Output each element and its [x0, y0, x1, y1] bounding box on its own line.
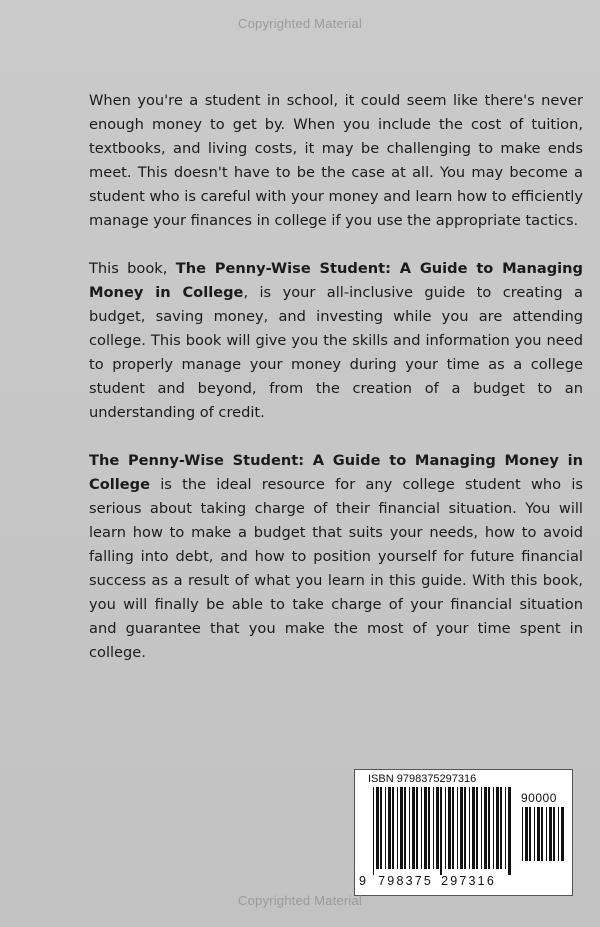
barcode-bar [476, 787, 478, 869]
paragraph [89, 257, 583, 425]
barcode-digit-prefix: 9 [359, 874, 369, 888]
barcode-bar [500, 787, 502, 869]
watermark-bottom: Copyrighted Material [238, 893, 362, 908]
barcode-bar [452, 787, 454, 869]
barcode-digits [359, 874, 496, 888]
barcode-bar [424, 787, 427, 869]
barcode-bar [380, 787, 382, 869]
barcode-bar [549, 807, 552, 861]
paragraph-text: When you're a student in school, it could seem like there's never enough money to get by. When you include the cost of tuition, textbooks, and living costs, it may be challenging to make ends meet. This doesn't have to be the case at all. You may become a student who is careful with your money and learn how to efficiently manage your finances in college if you use the appropriate tactics. [89, 92, 583, 229]
book-title-bold: The Penny-Wise Student: A Guide to Managing Money in College [89, 260, 584, 301]
barcode-bar [373, 787, 374, 875]
barcode-bar [558, 807, 559, 861]
barcode-bar [436, 787, 439, 869]
barcode-bar [561, 807, 564, 861]
barcode-bar [546, 807, 547, 861]
barcode-digits-right: 297316 [441, 874, 496, 888]
barcode-bar [541, 807, 543, 861]
barcode-bar [484, 787, 487, 869]
barcode-bars [372, 787, 514, 875]
barcode-bar [472, 787, 475, 869]
barcode-bar [392, 787, 394, 869]
barcode-bar [409, 787, 410, 869]
addon-barcode-bars [521, 807, 567, 867]
paragraph-text: is the ideal resource for any college student who is serious about taking charge of their financial situation. You will learn how to make a budget that suits your needs, how to avoid falling into debt, and how to position yourself for future financial success as a result of what you learn in this guide. With this book, you will finally be able to take charge of your financial situation and guarantee that you make the most of your time spent in college. [89, 476, 583, 661]
barcode-bar [493, 787, 494, 869]
barcode-bar [385, 787, 386, 869]
barcode-bar [508, 787, 511, 875]
barcode-bar [464, 787, 466, 869]
paragraph-text: This book, [89, 260, 176, 277]
barcode-bar [388, 787, 391, 869]
barcode-bar [400, 787, 403, 869]
barcode-bar [505, 787, 506, 869]
barcode-bar [397, 787, 398, 869]
addon-code: 90000 [521, 791, 557, 805]
barcode-bar [428, 787, 430, 869]
barcode-bar [522, 807, 523, 861]
paragraph-text: , is your all-inclusive guide to creating a budget, saving money, and investing while you are attending college. This book will give you the skills and information you need to properly manage your money during your time as a college student and beyond, from the creation of a budget to an understanding of credit. [89, 284, 583, 421]
barcode-bar [433, 787, 434, 869]
barcode-bar [481, 787, 482, 869]
barcode-bar [457, 787, 458, 869]
barcode-bar [448, 787, 451, 869]
barcode-bar [376, 787, 379, 869]
barcode-bar [440, 787, 442, 875]
barcode-bar [416, 787, 418, 869]
barcode-bar [404, 787, 406, 869]
isbn-label: ISBN 9798375297316 [368, 773, 477, 785]
barcode-bar [496, 787, 499, 869]
barcode-bar [460, 787, 463, 869]
paragraph [89, 449, 583, 665]
barcode-bar [469, 787, 470, 869]
barcode-bar [525, 807, 528, 861]
barcode-bar [445, 787, 446, 869]
barcode-bar [421, 787, 422, 869]
blurb-text [89, 89, 583, 689]
barcode-digits-left: 798375 [378, 874, 434, 888]
barcode-bar [412, 787, 415, 869]
watermark-top: Copyrighted Material [238, 16, 362, 31]
isbn-barcode [354, 769, 573, 896]
barcode-bar [488, 787, 490, 869]
book-title-bold: The Penny-Wise Student: A Guide to Managing Money in College [89, 452, 583, 493]
barcode-bar [537, 807, 540, 861]
barcode-bar [534, 807, 535, 861]
barcode-bar [529, 807, 531, 861]
barcode-bar [553, 807, 555, 861]
paragraph [89, 89, 583, 233]
